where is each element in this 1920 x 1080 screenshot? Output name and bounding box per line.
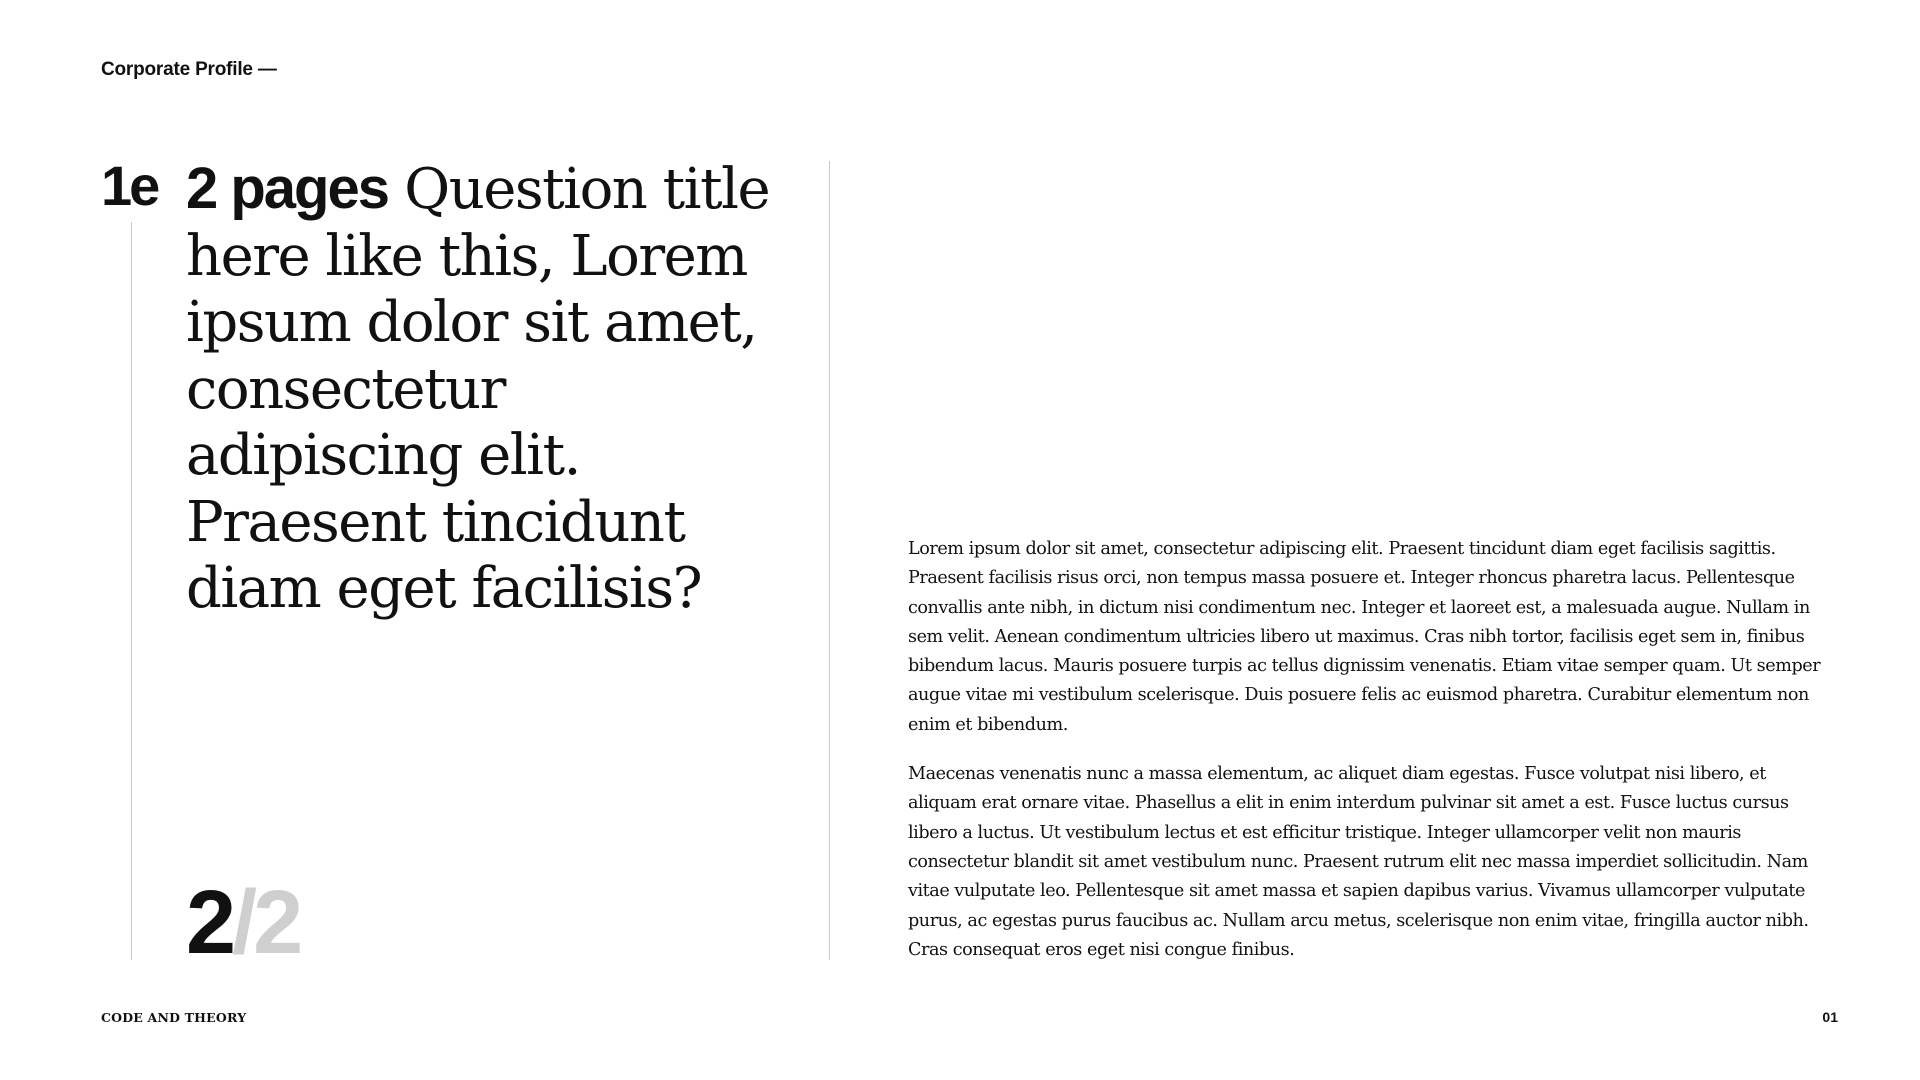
page-number: 01	[1822, 1009, 1838, 1025]
body-paragraph-2: Maecenas venenatis nunc a massa elementum, ac aliquet diam egestas. Fusce volutpat nisi libero, et aliquam erat ornare vitae. Phasellus a elit in enim interdum pulvinar sit amet a est. Fusce luctus cursus libero a luctus. Ut vestibulum lectus et est efficitur tristique. Integer ullamcorper velit non mauris consectetur blandit sit amet vestibulum nunc. Praesent rutrum elit nec massa imperdiet sollicitudin. Nam vitae vulputate leo. Pellentesque sit amet massa et sapien dapibus varius. Vivamus ullamcorper vulputate purus, ac egestas purus faucibus ac. Nullam arcu metus, scelerisque non enim vitae, fringilla auctor nibh. Cras consequat eros eget nisi congue finibus.	[908, 764, 1809, 960]
column-divider	[829, 161, 830, 960]
body-paragraph-1: Lorem ipsum dolor sit amet, consectetur adipiscing elit. Praesent tincidunt diam eget facilisis sagittis. Praesent facilisis risus orci, non tempus massa posuere et. Integer rhoncus pharetra lacus. Pellentesque convallis ante nibh, in dictum nisi condimentum nec. Integer et laoreet est, a malesuada augue. Nullam in sem velit. Aenean condimentum ultricies libero ut maximus. Cras nibh tortor, facilisis eget sem in, finibus bibendum lacus. Mauris posuere turpis ac tellus dignissim venenatis. Etiam vitae semper quam. Ut semper augue vitae mi vestibulum scelerisque. Duis posuere felis ac euismod pharetra. Curabitur elementum non enim et bibendum.	[908, 539, 1821, 735]
left-vertical-rule	[131, 222, 132, 960]
section-number: 1e	[101, 154, 158, 217]
page-counter	[186, 873, 300, 973]
footer-brand: CODE AND THEORY	[101, 1010, 247, 1025]
page-counter-current: 2	[186, 873, 233, 973]
question-title	[186, 156, 786, 623]
page-counter-total: 2	[253, 873, 300, 973]
body-copy	[908, 535, 1828, 985]
page-counter-separator: /	[232, 873, 254, 973]
question-lead: 2 pages	[186, 156, 388, 221]
header-label: Corporate Profile —	[101, 59, 277, 80]
question-text: Question title here like this, Lorem ipsum dolor sit amet, consectetur adipiscing elit. Praesent tincidunt diam eget facilisis?	[186, 157, 770, 621]
